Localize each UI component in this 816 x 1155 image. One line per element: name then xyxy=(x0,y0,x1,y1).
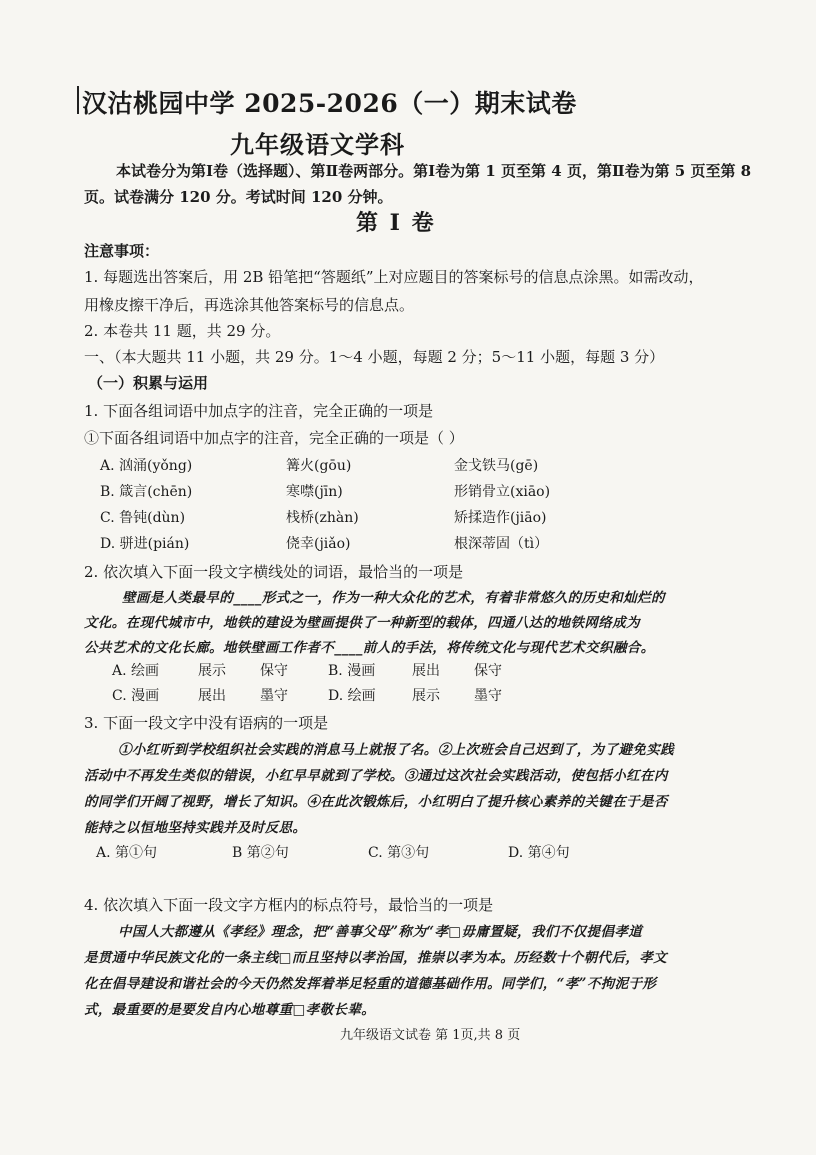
q1-option-b-3: 形销骨立(xiāo) xyxy=(454,484,551,500)
q1-option-d-1: D. 骈进(pián) xyxy=(100,536,190,552)
q4-stem: 4. 依次填入下面一段文字方框内的标点符号，最恰当的一项是 xyxy=(84,896,494,914)
page-footer: 九年级语文试卷 第 1页,共 8 页 xyxy=(340,1028,521,1043)
q2-option-d-3: 墨守 xyxy=(474,688,502,704)
sub-heading: （一）积累与运用 xyxy=(88,374,209,392)
exam-subtitle: 九年级语文学科 xyxy=(230,130,405,159)
q4-passage-line-1: 中国人大都遵从《孝经》理念，把“善事父母”称为“孝□毋庸置疑，我们不仅提倡孝道 xyxy=(118,924,643,940)
q2-option-a-2: 展示 xyxy=(198,663,226,679)
q2-option-b: B. 漫画 xyxy=(328,663,376,679)
q2-stem: 2. 依次填入下面一段文字横线处的词语，最恰当的一项是 xyxy=(84,563,464,581)
q2-option-a-3: 保守 xyxy=(260,663,288,679)
q1-option-a-3: 金戈铁马(gē) xyxy=(454,458,539,474)
q2-option-b-2: 展出 xyxy=(412,663,440,679)
intro-line-1: 本试卷分为第Ⅰ卷（选择题）、第Ⅱ卷两部分。第Ⅰ卷为第 1 页至第 4 页，第Ⅱ卷为第 5 页至第 8 xyxy=(116,162,752,180)
q2-option-c-3: 墨守 xyxy=(260,688,288,704)
q2-option-d: D. 绘画 xyxy=(328,688,376,704)
q2-option-b-3: 保守 xyxy=(474,663,502,679)
q1-option-a-1: A. 汹涌(yǒng) xyxy=(100,458,193,474)
q1-option-c-3: 矫揉造作(jiāo) xyxy=(454,510,547,526)
q3-option-a: A. 第①句 xyxy=(96,845,158,861)
margin-mark xyxy=(77,86,79,114)
q4-passage-line-4: 式，最重要的是要发自内心地尊重□孝敬长辈。 xyxy=(84,1002,376,1018)
q2-option-a: A. 绘画 xyxy=(112,663,160,679)
q1-option-d-2: 侥幸(jiǎo) xyxy=(286,536,351,552)
q3-passage-line-2: 活动中不再发生类似的错误，小红早早就到了学校。③通过这次社会实践活动，使包括小红在内 xyxy=(84,768,668,784)
q3-passage-line-4: 能持之以恒地坚持实践并及时反思。 xyxy=(84,820,307,836)
q4-passage-line-2: 是贯通中华民族文化的一条主线□而且坚持以孝治国，推崇以孝为本。历经数十个朝代后，孝文 xyxy=(84,950,668,966)
q1-stem-2: ①下面各组词语中加点字的注音，完全正确的一项是（ ） xyxy=(84,429,464,447)
q1-option-c-1: C. 鲁钝(dùn) xyxy=(100,510,186,526)
q2-option-c-2: 展出 xyxy=(198,688,226,704)
part-intro: 一、（本大题共 11 小题，共 29 分。1～4 小题，每题 2 分；5～11 小题，每题 3 分） xyxy=(84,348,665,366)
q1-stem: 1. 下面各组词语中加点字的注音，完全正确的一项是 xyxy=(84,402,434,420)
q1-option-b-1: B. 箴言(chēn) xyxy=(100,484,193,500)
q3-option-d: D. 第④句 xyxy=(508,845,570,861)
q3-option-b: B 第②句 xyxy=(232,845,289,861)
notice-1a: 1. 每题选出答案后，用 2B 铅笔把“答题纸”上对应题目的答案标号的信息点涂黑。如需改动， xyxy=(84,268,704,286)
q2-option-d-2: 展示 xyxy=(412,688,440,704)
q2-passage-line-3: 公共艺术的文化长廊。地铁壁画工作者不____前人的手法，将传统文化与现代艺术交织融合。 xyxy=(84,640,655,656)
q1-option-b-2: 寒噤(jīn) xyxy=(286,484,343,500)
q2-passage-line-2: 文化。在现代城市中，地铁的建设为壁画提供了一种新型的载体，四通八达的地铁网络成为 xyxy=(84,615,640,631)
notice-2: 2. 本卷共 11 题，共 29 分。 xyxy=(84,322,281,340)
q1-option-d-3: 根深蒂固（tì） xyxy=(454,536,549,552)
notice-1b: 用橡皮擦干净后，再选涂其他答案标号的信息点。 xyxy=(84,296,415,314)
q3-passage-line-3: 的同学们开阔了视野，增长了知识。④在此次锻炼后，小红明白了提升核心素养的关键在于是否 xyxy=(84,794,668,810)
q3-stem: 3. 下面一段文字中没有语病的一项是 xyxy=(84,714,329,732)
q3-passage-line-1: ①小红听到学校组织社会实践的消息马上就报了名。②上次班会自己迟到了，为了避免实践 xyxy=(118,742,674,758)
exam-title: 汉沽桃园中学 2025-2026（一）期末试卷 xyxy=(82,89,577,118)
q1-option-c-2: 栈桥(zhàn) xyxy=(286,510,359,526)
q2-option-c: C. 漫画 xyxy=(112,688,160,704)
q4-passage-line-3: 化在倡导建设和谐社会的今天仍然发挥着举足轻重的道德基础作用。同学们，“孝”不拘泥于形 xyxy=(84,976,657,992)
section-title: 第 I 卷 xyxy=(356,210,436,236)
q1-option-a-2: 篝火(gōu) xyxy=(286,458,352,474)
q2-passage-line-1: 壁画是人类最早的____形式之一，作为一种大众化的艺术，有着非常悠久的历史和灿烂的 xyxy=(122,590,665,606)
q3-option-c: C. 第③句 xyxy=(368,845,430,861)
intro-line-2: 页。试卷满分 120 分。考试时间 120 分钟。 xyxy=(84,188,393,206)
notice-heading: 注意事项： xyxy=(84,242,160,260)
